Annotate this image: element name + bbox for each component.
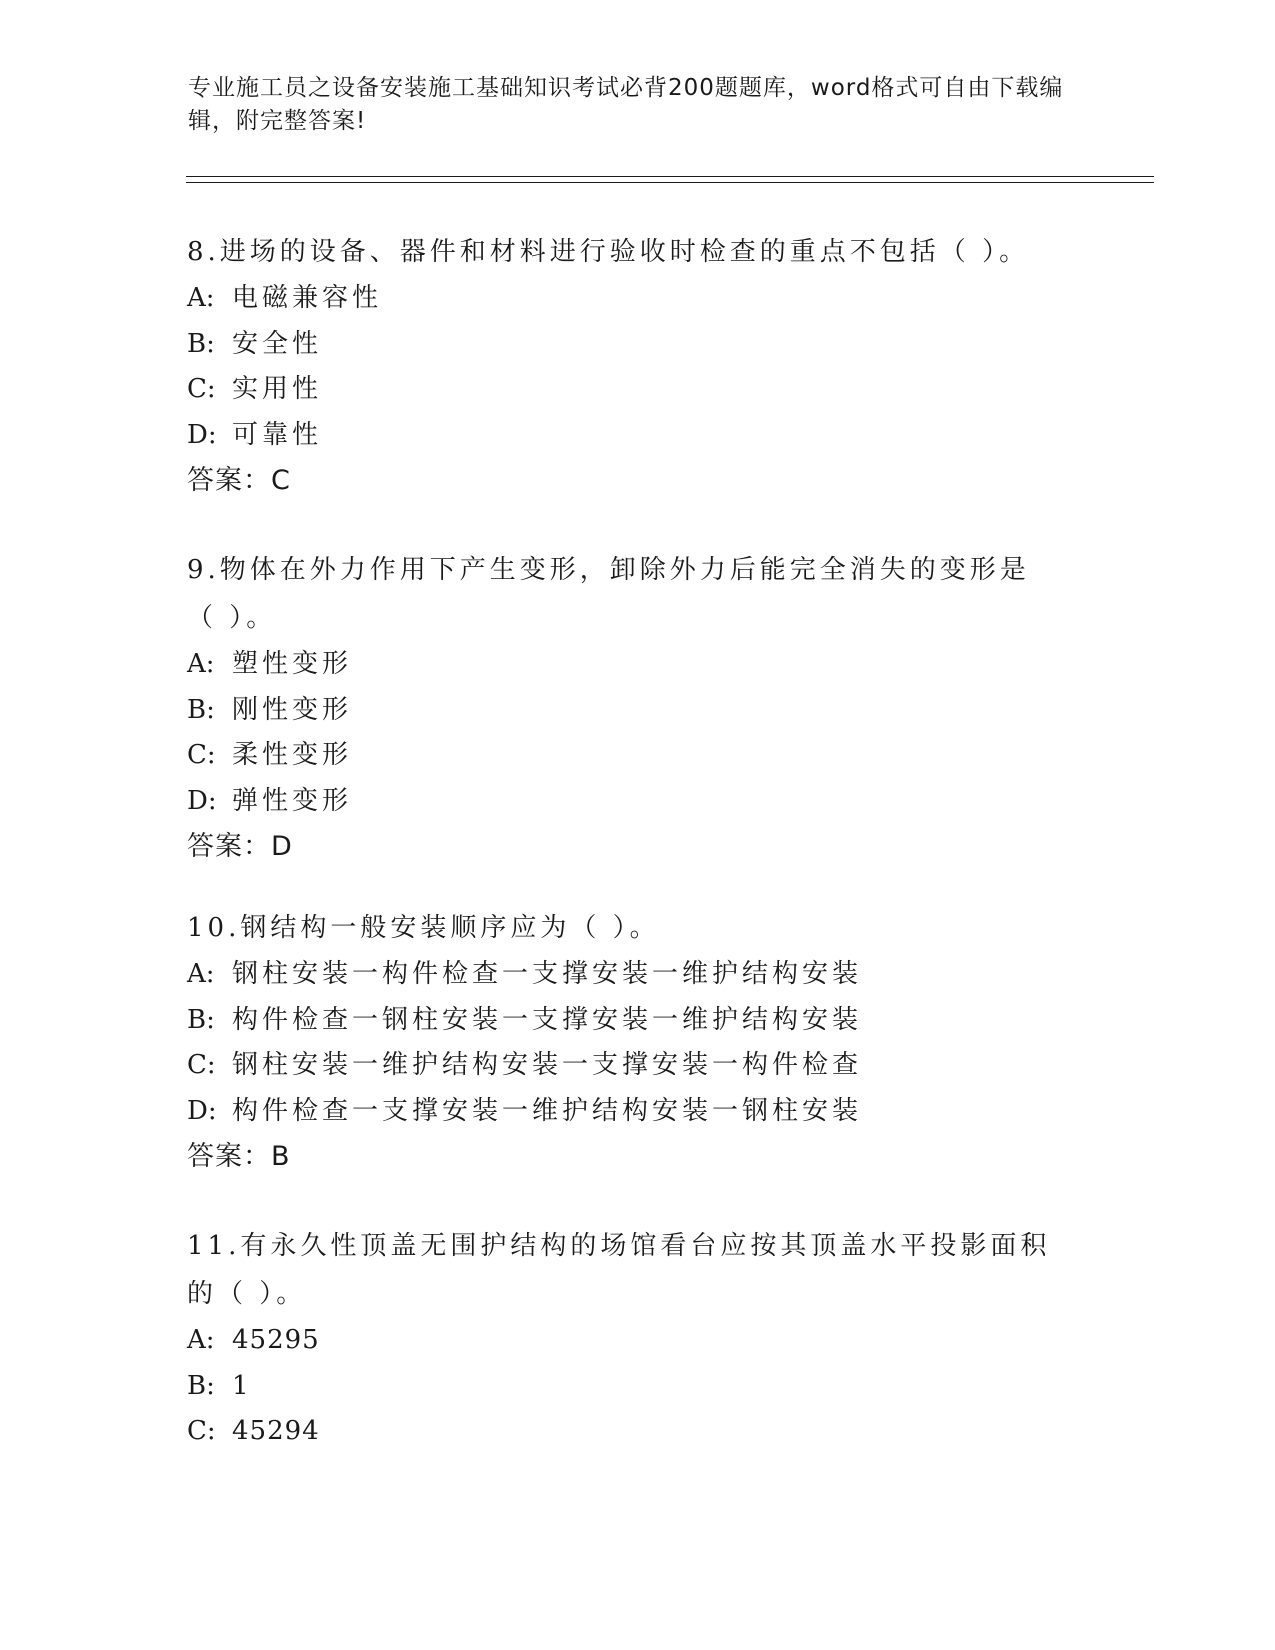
question-stem: 10.钢结构一般安装顺序应为（ ）。 [187,913,660,943]
option-text: 钢柱安装一构件检查一支撑安装一维护结构安装 [232,959,863,989]
option-a [187,952,1087,998]
option-letter: D: [187,785,217,816]
answer-label: 答案：D [187,831,293,862]
question-8 [187,228,1087,504]
option-b [187,998,1087,1044]
option-a [187,1318,1087,1364]
option-text: 塑性变形 [232,649,353,679]
option-letter: A: [187,1325,215,1355]
option-letter: B: [187,694,215,725]
option-letter: C: [187,740,216,770]
option-text: 可靠性 [232,419,323,450]
option-text: 45294 [232,1416,320,1446]
option-letter: B: [187,328,215,359]
option-b [187,322,1087,368]
option-letter: C: [187,374,216,404]
option-letter: A: [187,649,215,679]
option-text: 安全性 [232,328,323,359]
document-header: 专业施工员之设备安装施工基础知识考试必背200题题库，word格式可自由下载编辑，附完整答案! [188,75,1064,134]
header-divider-top [186,176,1154,177]
question-9 [187,546,1087,870]
option-text: 弹性变形 [232,785,353,816]
option-text: 电磁兼容性 [232,283,383,313]
option-a [187,276,1087,322]
option-letter: C: [187,1050,216,1080]
option-text: 45295 [232,1325,320,1355]
option-c [187,1043,1087,1089]
option-b [187,688,1087,734]
option-letter: A: [187,959,215,989]
option-letter: A: [187,283,215,313]
option-letter: D: [187,419,217,450]
question-11 [187,1222,1087,1455]
option-d [187,1089,1087,1135]
option-letter: B: [187,1004,215,1035]
question-stem: 8.进场的设备、器件和材料进行验收时检查的重点不包括（ ）。 [187,237,1030,267]
option-text: 构件检查一钢柱安装一支撑安装一维护结构安装 [232,1004,863,1035]
option-c [187,367,1087,413]
header-divider-bottom [186,182,1154,183]
option-d [187,413,1087,459]
option-b [187,1364,1087,1410]
option-c [187,1409,1087,1455]
answer-label: 答案：C [187,465,291,496]
option-text: 实用性 [232,374,323,404]
option-c [187,733,1087,779]
option-text: 钢柱安装一维护结构安装一支撑安装一构件检查 [232,1050,863,1080]
question-10 [187,904,1087,1180]
option-letter: B: [187,1370,215,1401]
option-d [187,779,1087,825]
question-stem: 9.物体在外力作用下产生变形，卸除外力后能完全消失的变形是（ ）。 [187,555,1030,633]
option-text: 刚性变形 [232,694,353,725]
option-text: 柔性变形 [232,740,353,770]
answer-label: 答案：B [187,1141,291,1172]
option-text: 1 [232,1370,250,1401]
option-letter: D: [187,1095,217,1126]
option-text: 构件检查一支撑安装一维护结构安装一钢柱安装 [232,1095,863,1126]
option-a [187,642,1087,688]
question-stem: 11.有永久性顶盖无围护结构的场馆看台应按其顶盖水平投影面积的（ ）。 [187,1231,1051,1309]
option-letter: C: [187,1416,216,1446]
